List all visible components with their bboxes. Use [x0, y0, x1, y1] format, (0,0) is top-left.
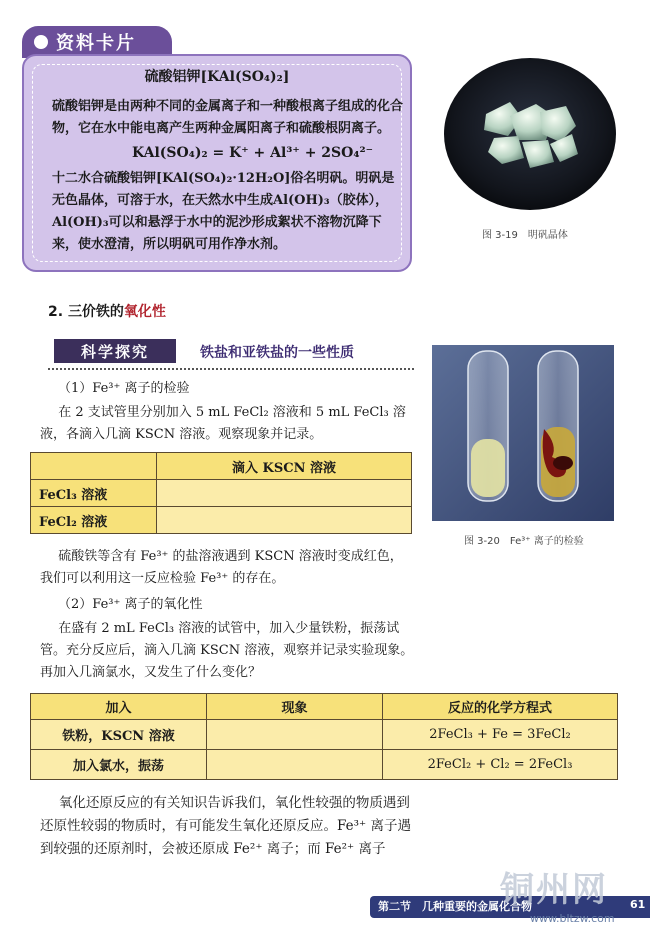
figure-3-20-caption: 图 3-20 Fe³⁺ 离子的检验	[464, 536, 584, 547]
info-card-paragraph-1: 硫酸铝钾是由两种不同的金属离子和一种酸根离子组成的化合物，它在水中能电离产生两种金属阳离子和硫酸根阴离子。	[52, 99, 404, 136]
info-card-equation: KAl(SO₄)₂ = K⁺ + Al³⁺ + 2SO₄²⁻	[132, 145, 373, 161]
table1-header-kscn: 滴入 KSCN 溶液	[157, 453, 412, 480]
table-fe3-oxidation: 加入 现象 反应的化学方程式 铁粉，KSCN 溶液 2FeCl₃ + Fe = 3FeCl₂ 加入氯水，振荡 2FeCl₂ + Cl₂ = 2FeCl₃	[30, 693, 618, 780]
info-card-paragraph-2: 十二水合硫酸铝钾[KAl(SO₄)₂·12H₂O]俗名明矾。明矾是无色晶体，可溶于水，在天然水中生成Al(OH)₃（胶体），Al(OH)₃可以和悬浮于水中的泥沙形成絮状不溶物沉降下来，使水澄清，所以明矾可用作净水剂。	[52, 171, 395, 252]
part2-text: 在盛有 2 mL FeCl₃ 溶液的试管中，加入少量铁粉，振荡试管。充分反应后，滴入几滴 KSCN 溶液，观察并记录实验现象。再加入几滴氯水，又发生了什么变化？	[40, 621, 414, 680]
science-explore-tag: 科学探究	[54, 339, 176, 363]
figure-3-19-caption: 图 3-19 明矾晶体	[482, 230, 568, 241]
bullet-icon	[34, 35, 48, 49]
table-row: 铁粉，KSCN 溶液 2FeCl₃ + Fe = 3FeCl₂	[31, 720, 618, 750]
paragraph-kscn-red: 硫酸铁等含有 Fe³⁺ 的盐溶液遇到 KSCN 溶液时变成红色，我们可以利用这一反应检验 Fe³⁺ 的存在。	[40, 549, 403, 586]
table-row: FeCl₃ 溶液	[31, 480, 412, 507]
footer-section-title: 第二节 几种重要的金属化合物	[378, 900, 532, 913]
table1-header-blank	[31, 453, 157, 480]
test-tubes-photo	[432, 345, 614, 521]
part2-heading: （2）Fe³⁺ 离子的氧化性	[58, 597, 203, 612]
info-card-tab-label: 资料卡片	[56, 33, 136, 54]
table-row: 加入氯水，振荡 2FeCl₂ + Cl₂ = 2FeCl₃	[31, 750, 618, 780]
explore-title: 铁盐和亚铁盐的一些性质	[200, 345, 354, 361]
closing-paragraph: 氧化还原反应的有关知识告诉我们，氧化性较强的物质遇到还原性较弱的物质时，有可能发生氧化还原反应。Fe³⁺ 离子遇到较强的还原剂时，会被还原成 Fe²⁺ 离子；而 Fe²⁺ 离子	[40, 795, 411, 857]
dotted-divider	[48, 368, 414, 370]
part1-heading: （1）Fe³⁺ 离子的检验	[58, 381, 190, 396]
watermark-logo: 铜州网	[500, 870, 608, 910]
info-card-title: 硫酸铝钾[KAl(SO₄)₂]	[144, 69, 290, 85]
page-number: 61	[630, 898, 646, 911]
section-heading: 2. 三价铁的氧化性	[48, 304, 166, 320]
alum-crystal-photo	[438, 56, 618, 216]
part1-text: 在 2 支试管里分别加入 5 mL FeCl₂ 溶液和 5 mL FeCl₃ 溶液，各滴入几滴 KSCN 溶液。观察现象并记录。	[40, 405, 406, 442]
table-row: FeCl₂ 溶液	[31, 507, 412, 534]
watermark-url: www.bltzw.com	[530, 912, 615, 925]
table-kscn-test	[30, 452, 412, 534]
